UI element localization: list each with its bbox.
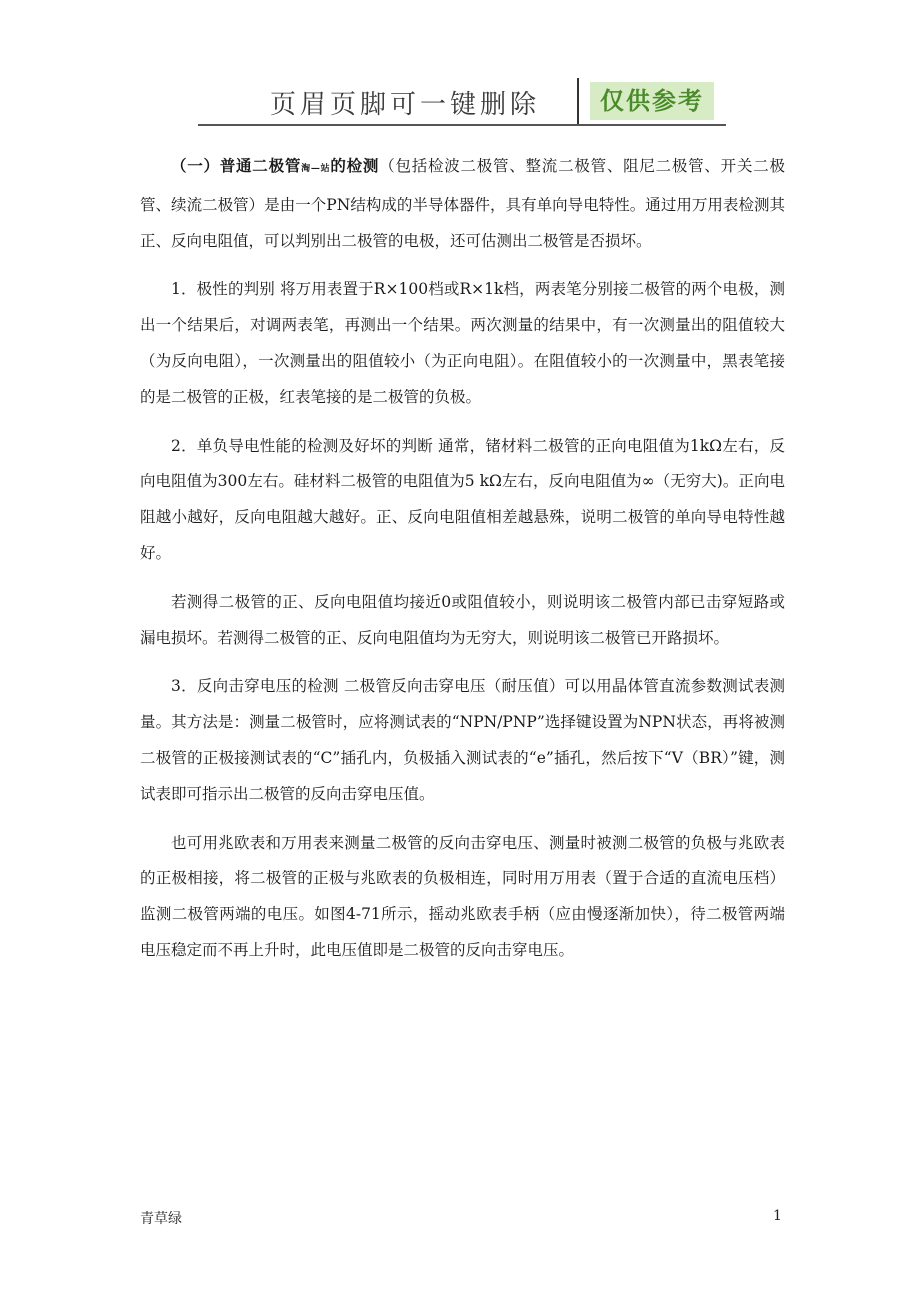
paragraph-breakdown: 3．反向击穿电压的检测 二极管反向击穿电压（耐压值）可以用晶体管直流参数测试表测量。其方法是：测量二极管时，应将测试表的“NPN/PNP”选择键设置为NPN状态，再将被测二极管的正极接测试表的“C”插孔内，负极插入测试表的“e”插孔，然后按下“V（BR）”键，测试表即可指示出二极管的反向击穿电压值。 <box>140 677 785 803</box>
header-title: 页眉页脚可一键删除 <box>270 90 541 120</box>
heading-watermark: 淘—站 <box>301 164 331 174</box>
paragraph-conductivity: 2．单负导电性能的检测及好坏的判断 通常，锗材料二极管的正向电阻值为1kΩ左右，反向电阻值为300左右。硅材料二极管的电阻值为5 kΩ左右，反向电阻值为∞（无穷大)。正向电阻越小越好，反向电阻越大越好。正、反向电阻值相差越悬殊，说明二极管的单向导电特性越好。 <box>140 436 785 562</box>
paragraph-damage: 若测得二极管的正、反向电阻值均接近0或阻值较小，则说明该二极管内部已击穿短路或漏电损坏。若测得二极管的正、反向电阻值均为无穷大，则说明该二极管已开路损坏。 <box>140 592 785 647</box>
section-heading-suffix: 的检测 <box>330 156 380 175</box>
intro-text: （包括检波二极管、整流二极管、阻尼二极管、开关二极管、续流二极管）是由一个PN结构成的半导体器件，具有单向导电特性。通过用万用表检测其正、反向电阻值，可以判别出二极管的电极，还可估测出二极管是否损坏。 <box>140 157 785 250</box>
footer-label: 青草绿 <box>140 1211 182 1227</box>
reference-stamp: 仅供参考 <box>590 82 714 120</box>
section-heading: （一）普通二极管 <box>171 156 302 175</box>
header-divider <box>577 78 579 126</box>
paragraph-megohmmeter: 也可用兆欧表和万用表来测量二极管的反向击穿电压、测量时被测二极管的负极与兆欧表的正极相接，将二极管的正极与兆欧表的负极相连，同时用万用表（置于合适的直流电压档）监测二极管两端的电压。如图4-71所示，摇动兆欧表手柄（应由慢逐渐加快），待二极管两端电压稳定而不再上升时，此电压值即是二极管的反向击穿电压。 <box>140 833 785 959</box>
document-body <box>140 148 785 982</box>
page-number: 1 <box>773 1208 782 1224</box>
header-rule <box>198 124 726 126</box>
paragraph-polarity: 1．极性的判别 将万用表置于R×100档或R×1k档，两表笔分别接二极管的两个电极，测出一个结果后，对调两表笔，再测出一个结果。两次测量的结果中，有一次测量出的阻值较大（为反向电阻），一次测量出的阻值较小（为正向电阻）。在阻值较小的一次测量中，黑表笔接的是二极管的正极，红表笔接的是二极管的负极。 <box>140 280 785 406</box>
intro-paragraph <box>140 148 785 259</box>
